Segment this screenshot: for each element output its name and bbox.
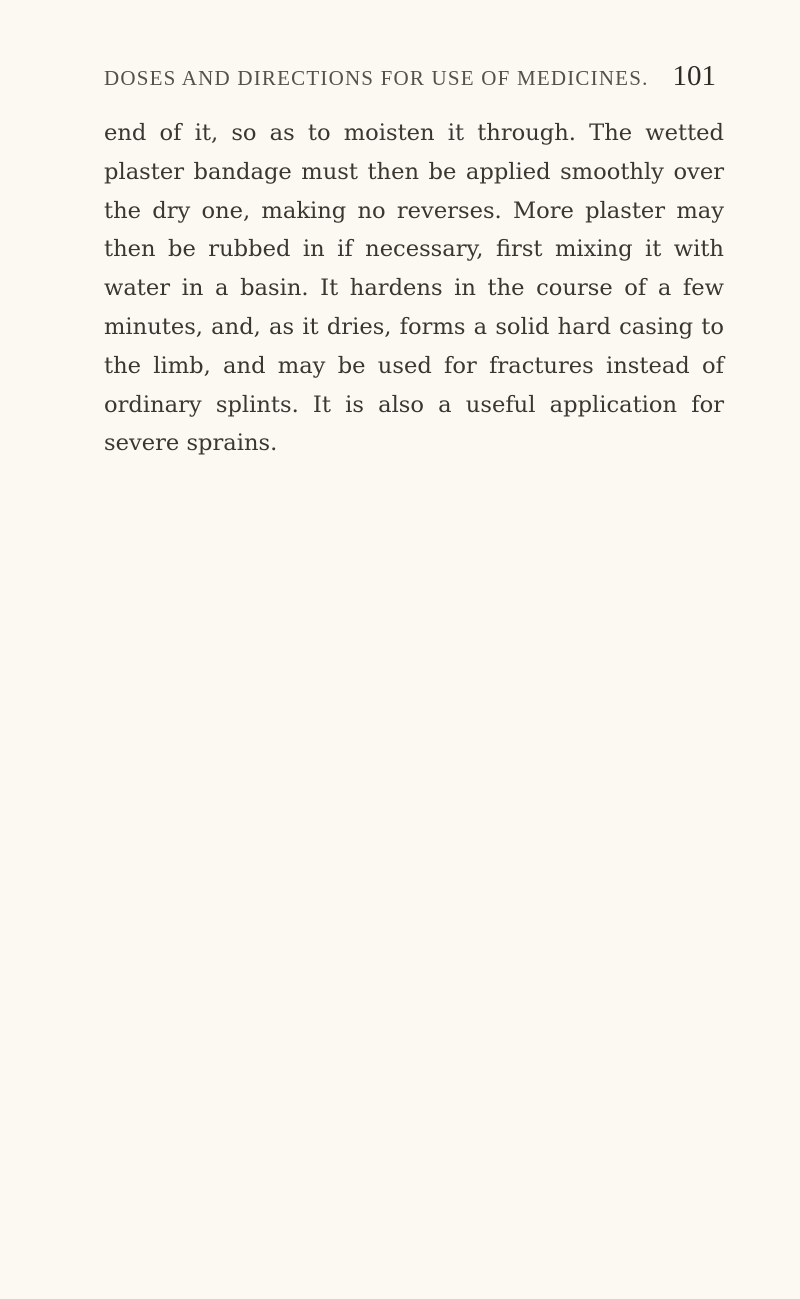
text-line: water in a basin. It hardens in the course of a few	[104, 275, 724, 302]
text-line: severe sprains.	[104, 430, 278, 457]
running-head	[104, 60, 716, 96]
text-line: the dry one, making no reverses. More plaster may	[104, 197, 724, 224]
text-line: ordinary splints. It is also a useful application for	[104, 391, 724, 418]
text-line: the limb, and may be used for fractures instead of	[104, 352, 724, 379]
page-number: 101	[672, 60, 716, 92]
text-line: then be rubbed in if necessary, first mixing it with	[104, 236, 724, 263]
text-line: end of it, so as to moisten it through. The wetted	[104, 120, 724, 146]
text-line: plaster bandage must then be applied smoothly over	[104, 158, 724, 185]
running-title: DOSES AND DIRECTIONS FOR USE OF MEDICINES.	[104, 66, 649, 90]
text-line: minutes, and, as it dries, forms a solid hard casing to	[104, 313, 724, 340]
body-paragraph	[104, 114, 724, 463]
